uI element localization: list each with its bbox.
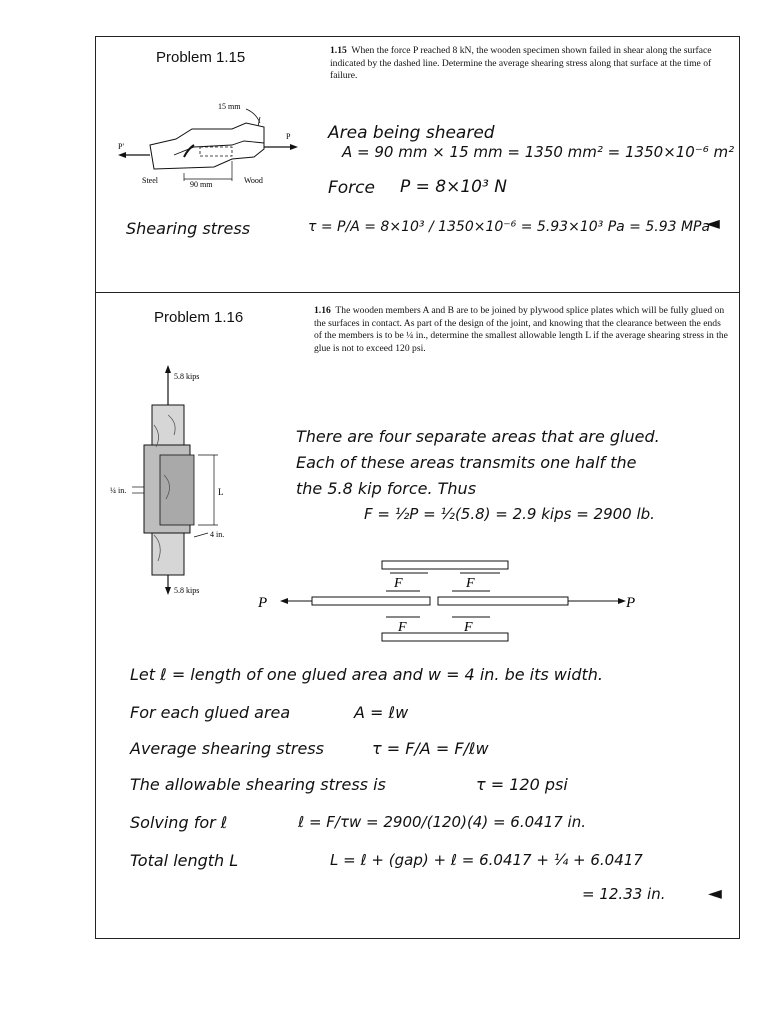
diagram-p-left: P <box>258 595 268 611</box>
solve-label: Solving for ℓ <box>130 813 228 832</box>
force-label: Force <box>328 178 375 198</box>
figure-116-L: L <box>218 487 224 497</box>
problem-115-number: 1.15 <box>330 45 347 56</box>
figure-116-bottom-load: 5.8 kips <box>174 586 200 595</box>
problem-115-statement <box>330 45 730 83</box>
figure-115-p-left: P' <box>118 142 124 151</box>
total-eq: L = ℓ + (gap) + ℓ = 6.0417 + ¼ + 6.0417 <box>330 851 643 869</box>
area-heading: Area being sheared <box>328 123 495 143</box>
force-equation: P = 8×10³ N <box>400 177 507 197</box>
problem-115-title: Problem 1.15 <box>156 49 246 66</box>
splice-diagram <box>246 557 646 647</box>
solution-page <box>95 36 740 939</box>
diagram-f-top-right: F <box>466 576 475 591</box>
f-equation: F = ½P = ½(5.8) = 2.9 kips = 2900 lb. <box>364 505 655 523</box>
allowable-eq: τ = 120 psi <box>476 775 568 794</box>
figure-115-90mm: 90 mm <box>190 180 213 189</box>
diagram-f-bot-right: F <box>464 620 473 635</box>
problem-116-text: The wooden members A and B are to be joined by plywood splice plates which will be fully glued on the surfaces in contact. As part of the design of the joint, and knowing that the clearance between the ends of the members is to be ¼ in., determine the smallest allowable length L if the average shearing stress in the glue is not to exceed 120 psi. <box>314 305 728 354</box>
figure-115-p-right: P <box>286 132 291 141</box>
sol-line-2: Each of these areas transmits one half the <box>296 453 637 472</box>
problem-116-figure <box>108 365 248 595</box>
each-area-label: For each glued area <box>130 703 291 722</box>
sol-line-3: the 5.8 kip force. Thus <box>296 479 477 498</box>
sol-line-1: There are four separate areas that are glued. <box>296 427 660 446</box>
problem-115-figure <box>114 97 314 192</box>
answer-marker-115: ◄ <box>706 213 720 234</box>
let-line: Let ℓ = length of one glued area and w = 4 in. be its width. <box>130 665 603 684</box>
problem-115-text: When the force P reached 8 kN, the wooden specimen shown failed in shear along the surface indicated by the dashed line. Determine the average shearing stress along that surface at the time of failure. <box>330 45 712 82</box>
diagram-p-right: P <box>626 595 636 611</box>
avg-stress-label: Average shearing stress <box>130 739 324 758</box>
problem-divider <box>96 292 739 293</box>
allowable-label: The allowable shearing stress is <box>130 775 386 794</box>
each-area-eq: A = ℓw <box>354 703 409 722</box>
solve-eq: ℓ = F/τw = 2900/(120)(4) = 6.0417 in. <box>298 813 586 831</box>
total-label: Total length L <box>130 851 239 870</box>
problem-116-statement <box>314 305 730 355</box>
figure-115-dim-15mm: 15 mm <box>218 102 241 111</box>
answer-marker-116: ◄ <box>708 883 722 904</box>
figure-115-steel: Steel <box>142 176 158 185</box>
problem-116-number: 1.16 <box>314 305 331 316</box>
avg-stress-eq: τ = F/A = F/ℓw <box>372 739 489 758</box>
stress-label: Shearing stress <box>126 219 251 238</box>
area-equation: A = 90 mm × 15 mm = 1350 mm² = 1350×10⁻⁶ m² <box>342 143 735 161</box>
diagram-f-bot-left: F <box>398 620 407 635</box>
diagram-f-top-left: F <box>394 576 403 591</box>
figure-115-wood: Wood <box>244 176 263 185</box>
figure-116-gap: ¼ in. <box>110 486 127 495</box>
figure-116-width: 4 in. <box>210 530 225 539</box>
total-result: = 12.33 in. <box>582 885 666 903</box>
stress-equation: τ = P/A = 8×10³ / 1350×10⁻⁶ = 5.93×10³ Pa = 5.93 MPa <box>308 219 711 235</box>
figure-116-top-load: 5.8 kips <box>174 372 200 381</box>
problem-116-title: Problem 1.16 <box>154 309 244 326</box>
